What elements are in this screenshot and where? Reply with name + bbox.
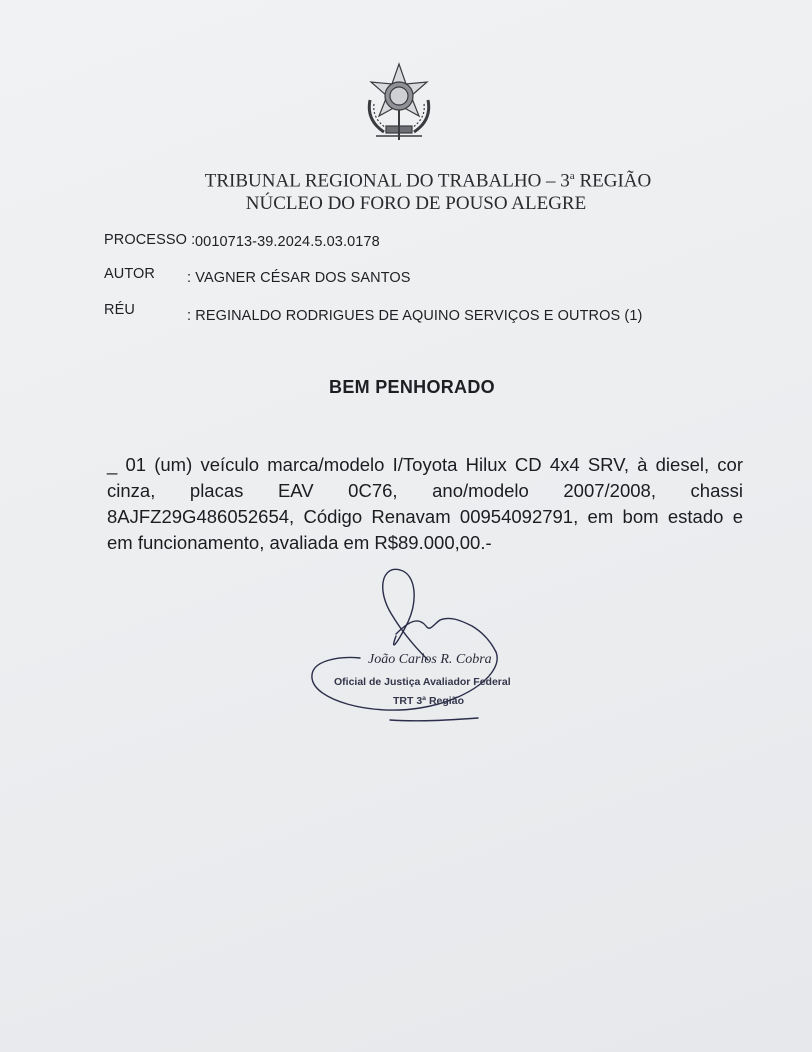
asset-description: _ 01 (um) veículo marca/modelo I/Toyota Hilux CD 4x4 SRV, à diesel, cor cinza, placas EAV 0C76, ano/modelo 2007/2008, chassi 8AJFZ29G486052654, Código Renavam 00954092791, em bom estado e em funcionamento, avaliada em R$89.000,00.- <box>107 454 743 553</box>
section-title: BEM PENHORADO <box>329 377 495 397</box>
processo-label: PROCESSO : <box>104 232 196 248</box>
autor-value: : VAGNER CÉSAR DOS SANTOS <box>187 270 411 286</box>
processo-value: 0010713-39.2024.5.03.0178 <box>195 234 380 250</box>
court-name: TRIBUNAL REGIONAL DO TRABALHO – 3$^a$ REGIÃO <box>204 170 652 192</box>
reu-label: RÉU <box>104 302 135 318</box>
court-division: NÚCLEO DO FORO DE POUSO ALEGRE <box>245 193 587 214</box>
signer-name: João Carlos R. Cobra <box>368 652 492 667</box>
signer-organization: TRT 3ª Região <box>393 695 464 707</box>
coat-of-arms-icon <box>356 60 442 144</box>
signer-role: Oficial de Justiça Avaliador Federal <box>334 676 511 688</box>
reu-value: : REGINALDO RODRIGUES DE AQUINO SERVIÇOS E OUTROS (1) <box>187 308 643 324</box>
autor-label: AUTOR <box>104 266 155 282</box>
